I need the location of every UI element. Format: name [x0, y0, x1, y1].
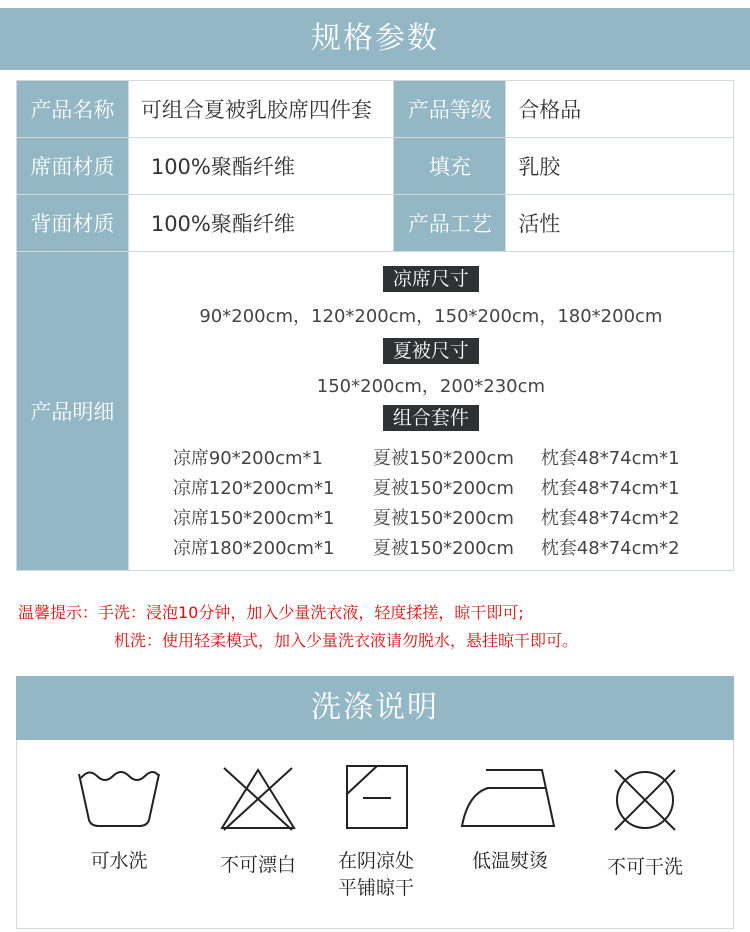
- mat-sizes: 90*200cm，120*200cm，150*200cm，180*200cm: [199, 306, 663, 327]
- spec-title: 规格参数: [311, 21, 439, 56]
- no-dry-clean-icon: [609, 764, 681, 836]
- face-material-label: 席面材质: [17, 138, 129, 195]
- back-material-label: 背面材质: [17, 195, 129, 252]
- wash-instructions: [16, 740, 734, 929]
- wash-label: 不可漂白: [219, 854, 296, 876]
- wash-title-banner: [16, 676, 734, 740]
- product-detail-label: 产品明细: [17, 252, 129, 571]
- low-iron-icon: [458, 764, 562, 830]
- care-tip-handwash: 温馨提示：手洗：浸泡10分钟，加入少量洗衣液，轻度揉搓，晾干即可;: [18, 603, 524, 622]
- wash-item: [64, 764, 174, 875]
- set-mat: 凉席90*200cm*1: [172, 448, 323, 469]
- spec-table: [16, 80, 734, 571]
- wash-item: [590, 764, 700, 881]
- no-bleach-icon: [218, 764, 298, 834]
- spec-row: [17, 81, 734, 138]
- set-pillow: 枕套48*74cm*2: [540, 508, 680, 529]
- set-mat: 凉席180*200cm*1: [172, 538, 335, 559]
- spec-row: [17, 195, 734, 252]
- set-pillow: 枕套48*74cm*1: [540, 478, 680, 499]
- mat-size-tag: 凉席尺寸: [383, 266, 479, 292]
- face-material-value: 100%聚酯纤维: [128, 138, 394, 195]
- wash-label: 低温熨烫: [471, 850, 548, 872]
- craft-label: 产品工艺: [394, 195, 506, 252]
- wash-label: 可水洗: [90, 850, 148, 872]
- spec-row: [17, 138, 734, 195]
- set-tag: 组合套件: [383, 405, 479, 431]
- filling-label: 填充: [394, 138, 506, 195]
- wash-item: [321, 764, 431, 902]
- product-name-value: 可组合夏被乳胶席四件套: [128, 81, 394, 138]
- wash-item: [203, 764, 313, 879]
- hand-wash-icon: [73, 764, 165, 830]
- back-material-value: 100%聚酯纤维: [128, 195, 394, 252]
- set-mat: 凉席120*200cm*1: [172, 478, 335, 499]
- set-pillow: 枕套48*74cm*1: [540, 448, 680, 469]
- product-name-label: 产品名称: [17, 81, 129, 138]
- product-grade-label: 产品等级: [394, 81, 506, 138]
- set-quilt: 夏被150*200cm: [372, 508, 514, 529]
- care-tip-machinewash: 机洗：使用轻柔模式，加入少量洗衣液请勿脱水，悬挂晾干即可。: [114, 631, 579, 650]
- craft-value: 活性: [506, 195, 734, 252]
- product-detail-cell: [128, 252, 733, 571]
- quilt-sizes: 150*200cm，200*230cm: [316, 376, 546, 397]
- set-mat: 凉席150*200cm*1: [172, 508, 335, 529]
- wash-label: 不可干洗: [606, 856, 683, 878]
- set-quilt: 夏被150*200cm: [372, 538, 514, 559]
- spec-row-detail: [17, 252, 734, 571]
- wash-title: 洗涤说明: [311, 690, 439, 725]
- quilt-size-tag: 夏被尺寸: [383, 338, 479, 364]
- shade-dry-flat-icon: [341, 764, 411, 830]
- set-quilt: 夏被150*200cm: [372, 448, 514, 469]
- wash-item: [455, 764, 565, 875]
- filling-value: 乳胶: [506, 138, 734, 195]
- set-quilt: 夏被150*200cm: [372, 478, 514, 499]
- set-pillow: 枕套48*74cm*2: [540, 538, 680, 559]
- spec-title-banner: [0, 8, 750, 70]
- product-grade-value: 合格品: [506, 81, 734, 138]
- wash-label: 在阴凉处 平铺晾干: [337, 850, 414, 899]
